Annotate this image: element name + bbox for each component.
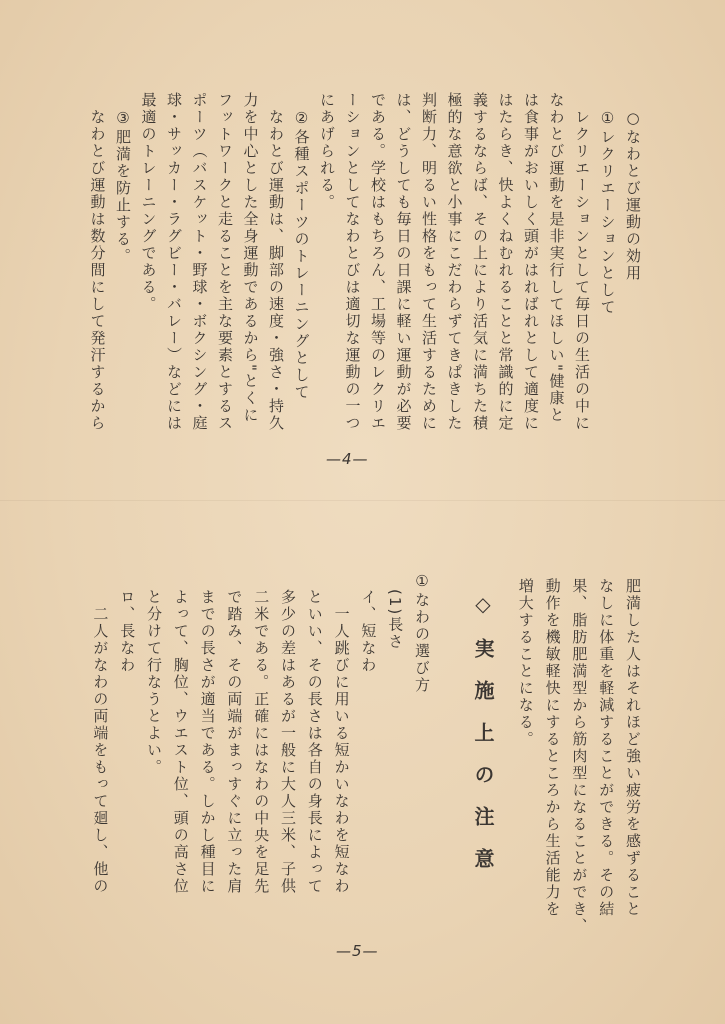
text-column: 球・サッカー・ラグビー・バレー）などには [165, 92, 183, 432]
text-column: はたらき、快よくねむれることと常識的に定 [496, 92, 515, 432]
text-column: である。学校はもちろん、工場等のレクリエ [369, 92, 387, 432]
text-column: ①レクリエーションとして [598, 109, 617, 316]
page-divider [0, 500, 725, 501]
text-column: (1)長さ [386, 589, 405, 651]
text-column: ②各種スポーツのトレーニングとして [292, 109, 311, 401]
text-column: 最適のトレーニングである。 [139, 92, 158, 313]
text-column: 極的な意欲と小事にこだわらずてきぱきした [445, 92, 464, 432]
page-number-4: —4— [326, 450, 369, 468]
text-column: なしに体重を軽減することができる。その結 [597, 578, 616, 918]
text-column: 多少の差はあるが一般に大人三米、子供 [279, 589, 297, 895]
text-column: 増大することになる。 [516, 578, 535, 748]
text-column: 判断力、明るい性格をもって生活するために [420, 92, 438, 432]
text-column: 力を中心とした全身運動であるから"とくに [241, 92, 260, 424]
text-column: 一人跳びに用いる短かいなわを短なわ [332, 606, 351, 895]
text-column: ①なわの選び方 [413, 572, 431, 694]
text-column: 二人がなわの両端をもって廻し、他の [91, 606, 110, 895]
text-column: 肥満した人はそれほど強い疲労を感ずること [624, 578, 642, 918]
text-column: は食事がおいしく頭がはればれとして適度に [522, 92, 540, 432]
text-column: ○なわとび運動の効用 [624, 109, 642, 282]
text-column: と分けて行なうとよい。 [145, 589, 163, 776]
text-column: 動作を機敏軽快にするところから生活能力を [543, 578, 562, 918]
text-column: 果、脂肪肥満型から筋肉型になることができ、 [570, 578, 589, 935]
text-column: は、どうしても毎日の日課に軽い運動が必要 [394, 92, 413, 432]
text-column: にあげられる。 [318, 92, 336, 211]
text-column: で踏み、その両端がまっすぐに立った肩 [225, 589, 244, 895]
page-number-5: —5— [336, 942, 379, 960]
text-column: なわとび運動は数分間にして発汗するから [88, 109, 107, 432]
text-column: といい、その長さは各自の身長によって [305, 589, 324, 895]
text-column: フットワークと走ることを主な要素とするス [216, 92, 234, 432]
text-column: イ、短なわ [359, 589, 378, 674]
text-column: 義するならば、その上により活気に満ちた積 [471, 92, 489, 432]
text-column: なわとび運動を是非実行してほしい"健康と [547, 92, 566, 424]
text-column: までの長さが適当である。しかし種目に [198, 589, 217, 895]
text-column: ポーツ（バスケット・野球・ボクシング・庭 [190, 92, 209, 432]
text-column: レクリエーションとして毎日の生活の中に [573, 109, 591, 432]
text-column: よって、胸位、ウエスト位、頭の高さ位 [171, 589, 190, 895]
text-column: ③肥満を防止する。 [114, 109, 132, 265]
text-column: 二米である。正確にはなわの中央を足先 [252, 589, 271, 895]
text-column: ーションとしてなわとびは適切な運動の一つ [343, 92, 362, 432]
text-column: なわとび運動は、脚部の速度・強さ・持久 [267, 109, 285, 432]
section-heading: ◇実施上の注意 [471, 592, 495, 890]
text-column: ロ、長なわ [118, 589, 137, 674]
